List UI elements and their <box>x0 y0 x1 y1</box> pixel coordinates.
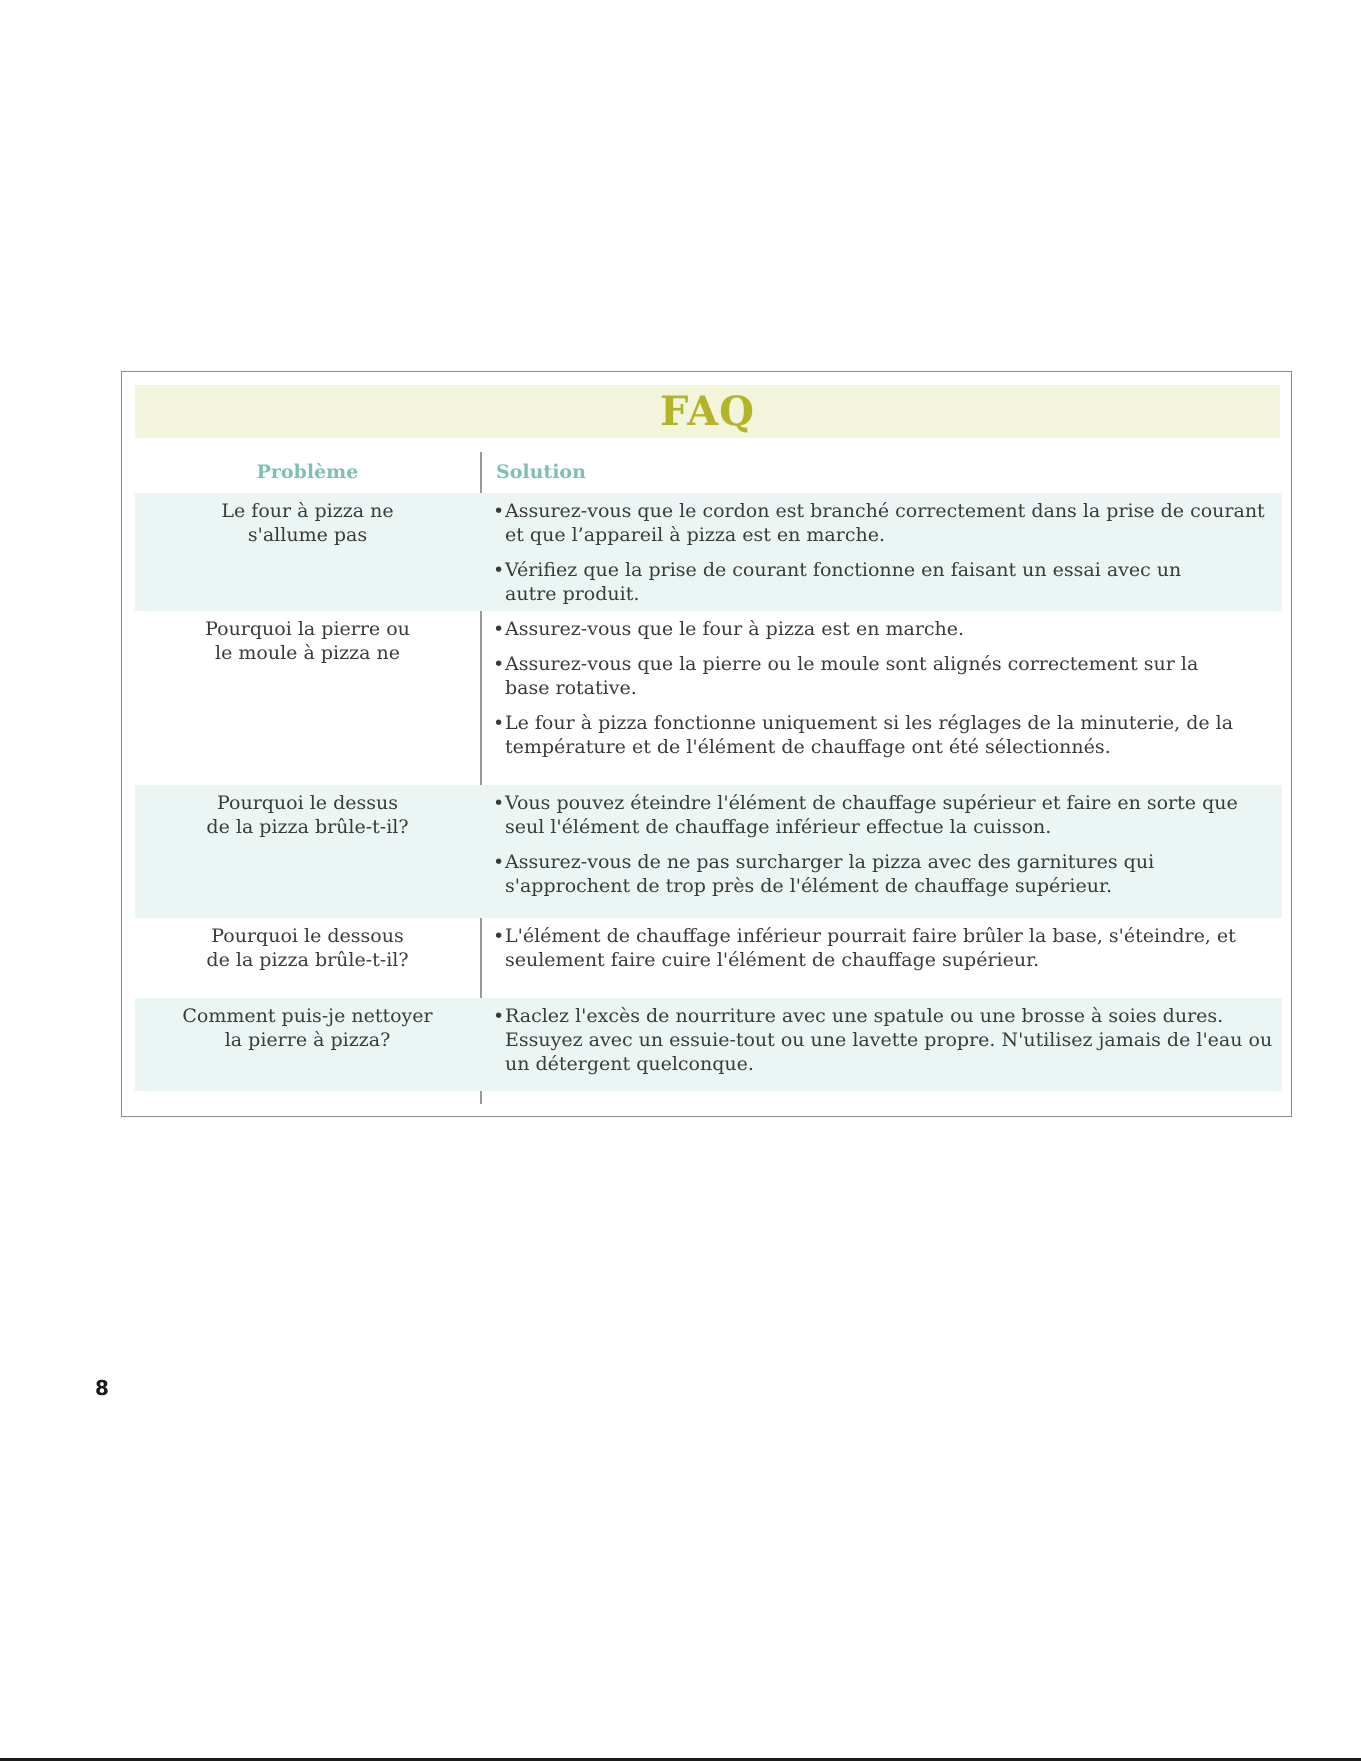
solution-cell <box>493 791 1278 909</box>
solution-cell <box>493 924 1278 983</box>
faq-title-band <box>135 385 1280 438</box>
solution-bullet: • Assurez-vous que le four à pizza est en marche. <box>493 617 1278 641</box>
problem-cell: Pourquoi la pierre ou le moule à pizza ne <box>205 618 410 664</box>
solution-column-header: Solution <box>496 461 586 483</box>
solution-cell <box>493 617 1278 770</box>
faq-title: FAQ <box>660 388 755 435</box>
solution-bullet: • Vous pouvez éteindre l'élément de chauffage supérieur et faire en sorte que seul l'élément de chauffage inférieur effectue la cuisson. <box>493 791 1278 839</box>
solution-bullet: • L'élément de chauffage inférieur pourrait faire brûler la base, s'éteindre, et seulement faire cuire l'élément de chauffage supérieur. <box>493 924 1278 972</box>
solution-bullet: • Raclez l'excès de nourriture avec une spatule ou une brosse à soies dures. Essuyez avec un essuie-tout ou une lavette propre. N'utilisez jamais de l'eau ou un détergent quelconque. <box>493 1004 1278 1076</box>
problem-cell: Pourquoi le dessous de la pizza brûle-t-il? <box>206 925 409 971</box>
solution-bullet: • Assurez-vous de ne pas surcharger la pizza avec des garnitures qui s'approchent de trop près de l'élément de chauffage supérieur. <box>493 850 1278 898</box>
solution-bullet: • Assurez-vous que la pierre ou le moule sont alignés correctement sur la base rotative. <box>493 652 1278 700</box>
faq-row <box>135 785 1282 918</box>
solution-bullet: • Le four à pizza fonctionne uniquement si les réglages de la minuterie, de la température et de l'élément de chauffage ont été sélectionnés. <box>493 711 1278 759</box>
problem-cell: Le four à pizza ne s'allume pas <box>221 500 394 546</box>
problem-cell: Comment puis-je nettoyer la pierre à pizza? <box>182 1005 433 1051</box>
problem-column-header: Problème <box>256 461 359 483</box>
faq-table <box>121 371 1292 1117</box>
faq-row <box>135 611 1282 769</box>
solution-cell <box>493 499 1278 617</box>
solution-bullet: • Vérifiez que la prise de courant fonctionne en faisant un essai avec un autre produit. <box>493 558 1278 606</box>
problem-cell: Pourquoi le dessus de la pizza brûle-t-il? <box>206 792 409 838</box>
solution-bullet: • Assurez-vous que le cordon est branché correctement dans la prise de courant et que l’appareil à pizza est en marche. <box>493 499 1278 547</box>
faq-row <box>135 493 1282 611</box>
faq-row <box>135 998 1282 1091</box>
solution-cell <box>493 1004 1278 1087</box>
page-number: 8 <box>95 1376 109 1400</box>
faq-row <box>135 918 1282 998</box>
